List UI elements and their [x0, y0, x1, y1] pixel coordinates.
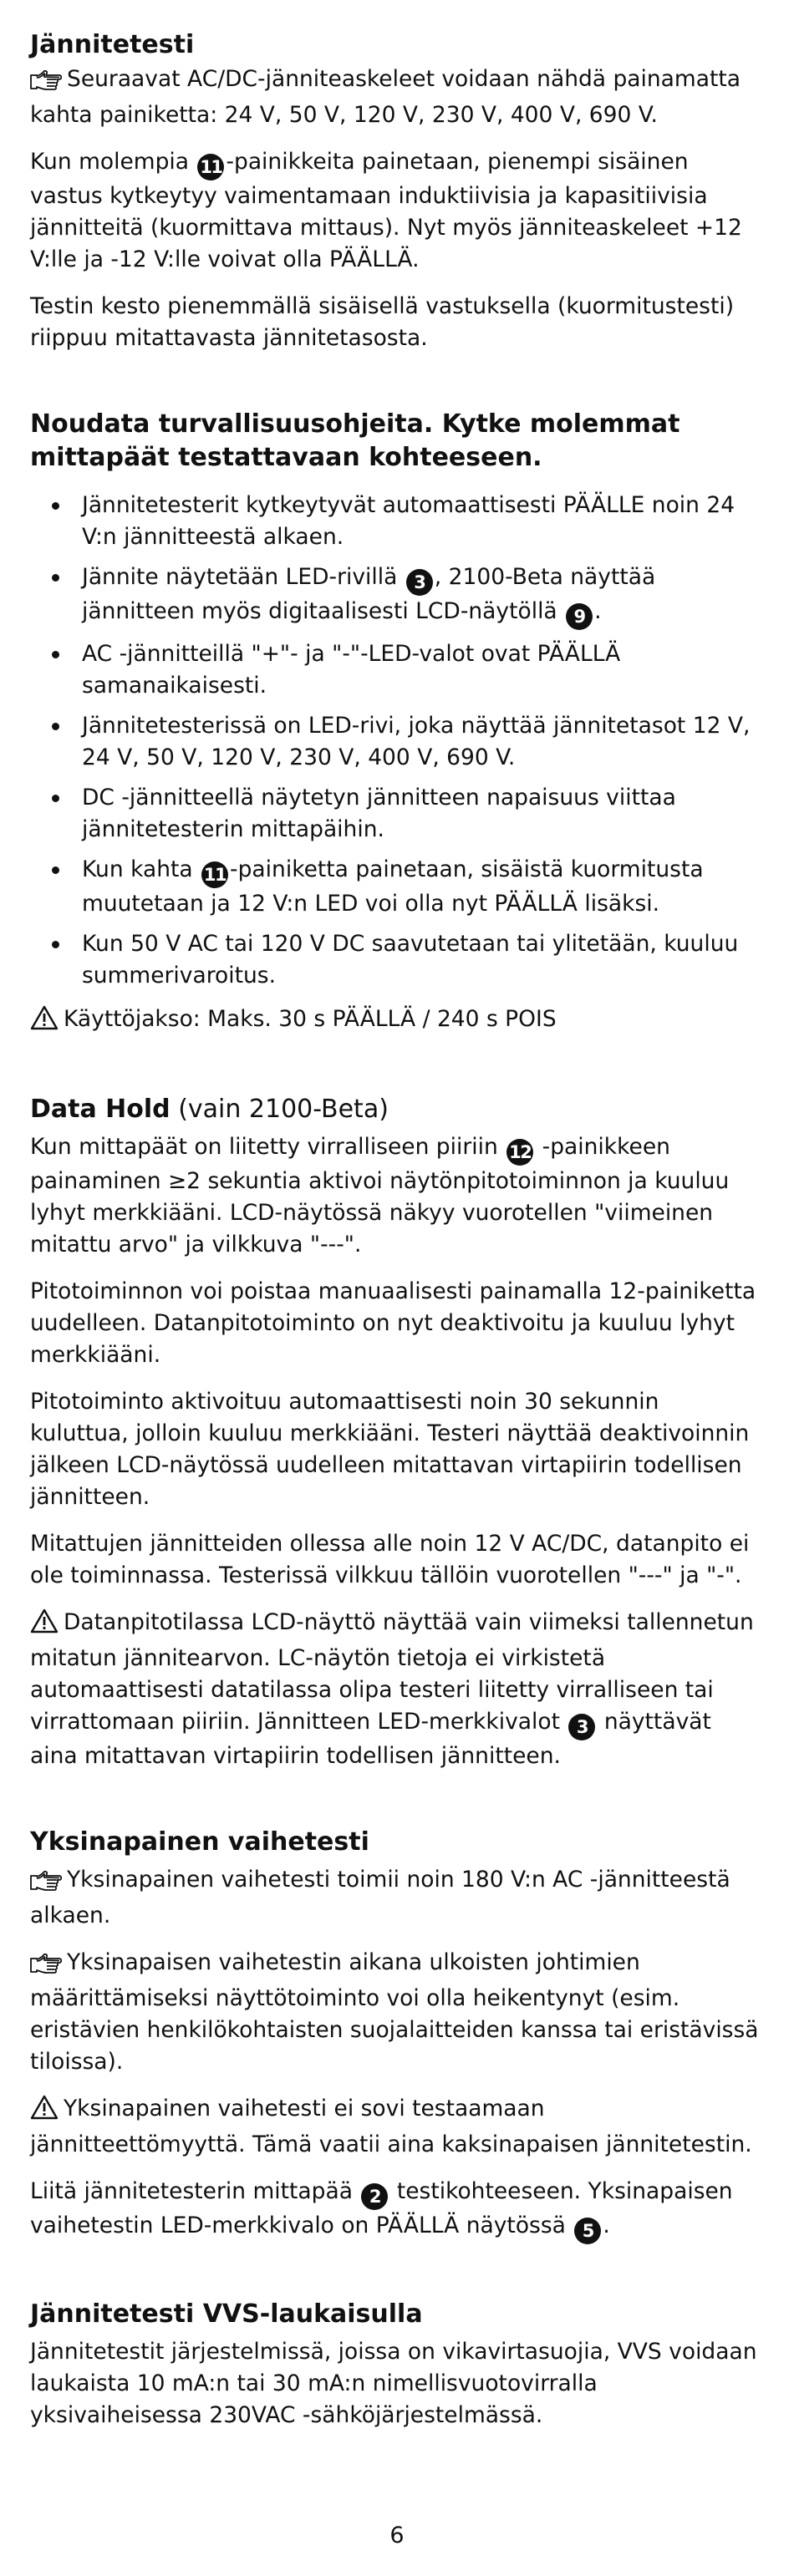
pointing-hand-icon	[30, 68, 62, 99]
list-item: Kun 50 V AC tai 120 V DC saavutetaan tai ylitetään, kuuluu summerivaroitus.	[30, 928, 761, 992]
reference-number-badge: 2	[361, 2183, 388, 2210]
reference-number-badge: 5	[574, 2218, 601, 2244]
warning-paragraph: Datanpitotilassa LCD-näyttö näyttää vain viimeksi tallennetun mitatun jännitearvon. LC-näytön tietoja ei virkistetä automaattisesti datatilassa olipa testeri liitetty virralliseen tai virrattomaan piiriin. Jännitteen LED-merkkivalot 3 näyttävät aina mitattavan virtapiirin todellisen jännitteen.	[30, 1609, 754, 1769]
paragraph: Testin kesto pienemmällä sisäisellä vastuksella (kuormitustesti) riippuu mitattavasta jännitetasosta.	[30, 293, 735, 351]
paragraph: Jännitetestit järjestelmissä, joissa on vikavirtasuojia, VVS voidaan laukaista 10 mA:n tai 30 mA:n nimellisvuotovirralla yksivaiheisessa 230VAC -sähköjärjestelmässä.	[30, 2339, 757, 2428]
section-title-safety: Noudata turvallisuusohjeita. Kytke molemmat mittapäät testattavaan kohteeseen.	[30, 409, 680, 472]
bullet-icon	[52, 795, 59, 802]
bullet-icon	[52, 574, 59, 582]
warning-triangle-icon	[30, 1005, 59, 1039]
list-item: Jännitetesterissä on LED-rivi, joka näyttää jännitetasot 12 V, 24 V, 50 V, 120 V, 230 V, 400 V, 690 V.	[30, 710, 761, 774]
page-number: 6	[389, 2523, 405, 2548]
warning-triangle-icon	[30, 1608, 59, 1643]
list-item: Jännitetesterit kytkeytyvät automaattisesti PÄÄLLE noin 24 V:n jännitteestä alkaen.	[30, 490, 761, 553]
bullet-icon	[52, 941, 59, 948]
bullet-icon	[52, 651, 59, 658]
warning-triangle-icon	[30, 2095, 59, 2129]
paragraph: Pitotoiminnon voi poistaa manuaalisesti painamalla 12-painiketta uudelleen. Datanpitotoiminto on nyt deaktivoitu ja kuuluu lyhyt merkkiääni.	[30, 1278, 756, 1368]
warning-paragraph: Yksinapainen vaihetesti ei sovi testaamaan jännitteettömyyttä. Tämä vaatii aina kaksinapaisen jännitetestin.	[30, 2096, 752, 2157]
bullet-icon	[52, 866, 59, 874]
list-item: AC -jännitteillä "+"- ja "-"-LED-valot ovat PÄÄLLÄ samanaikaisesti.	[30, 638, 761, 702]
paragraph: Pitotoiminto aktivoituu automaattisesti noin 30 sekunnin kuluttua, jolloin kuuluu merkkiääni. Testeri näyttää deaktivoinnin jälkeen LCD-näytössä uudelleen mitattavan virtapiirin todellisen jännitteen.	[30, 1389, 750, 1510]
section-title-voltage-test: Jännitetesti	[30, 30, 195, 59]
note-paragraph: Seuraavat AC/DC-jänniteaskeleet voidaan nähdä painamatta kahta painiketta: 24 V, 50 V, 120 V, 230 V, 400 V, 690 V.	[30, 66, 741, 128]
note-paragraph: Yksinapaisen vaihetestin aikana ulkoisten johtimien määrittämiseksi näyttötoiminto voi olla heikentynyt (esim. eristävien henkilökohtaisten suojalaitteiden kanssa tai eristävissä tiloissa).	[30, 1949, 759, 2075]
bullet-icon	[52, 723, 59, 730]
reference-number-badge: 11	[201, 861, 228, 888]
list-item: Jännite näytetään LED-rivillä 3 , 2100-Beta näyttää jännitteen myös digitaalisesti LCD-näytöllä 9 .	[30, 561, 761, 630]
note-paragraph: Yksinapainen vaihetesti toimii noin 180 V:n AC -jännitteestä alkaen.	[30, 1867, 730, 1928]
list-item: DC -jännitteellä näytetyn jännitteen napaisuus viittaa jännitetesterin mittapäihin.	[30, 782, 761, 846]
paragraph: Kun mittapäät on liitetty virralliseen piiriin 12 -painikkeen painaminen ≥2 sekuntia aktivoi näytönpitotoiminnon ja kuuluu lyhyt merkkiääni. LCD-näytössä näkyy vuorotellen "viimeinen mitattu arvo" ja vilkkuva "---".	[30, 1134, 730, 1258]
pointing-hand-icon	[30, 1868, 62, 1900]
section-title-data-hold: Data Hold (vain 2100-Beta)	[30, 1095, 389, 1124]
list-item: Kun kahta 11 -painiketta painetaan, sisäistä kuormitusta muutetaan ja 12 V:n LED voi olla nyt PÄÄLLÄ lisäksi.	[30, 854, 761, 920]
section-title-rcd-trip: Jännitetesti VVS-laukaisulla	[30, 2299, 423, 2329]
reference-number-badge: 3	[406, 569, 433, 596]
pointing-hand-icon	[30, 1951, 62, 1983]
paragraph: Kun molempia 11 -painikkeita painetaan, pienempi sisäinen vastus kytkeytyy vaimentamaan induktiivisia ja kapasitiivisia jännitteitä (kuormittava mittaus). Nyt myös jänniteaskeleet +12 V:lle ja -12 V:lle voivat olla PÄÄLLÄ.	[30, 149, 742, 272]
reference-number-badge: 3	[568, 1714, 595, 1740]
paragraph: Mitattujen jännitteiden ollessa alle noin 12 V AC/DC, datanpito ei ole toiminnassa. Testerissä vilkkuu tällöin vuorotellen "---" ja "-".	[30, 1531, 750, 1588]
warning-paragraph: Käyttöjakso: Maks. 30 s PÄÄLLÄ / 240 s POIS	[30, 1003, 761, 1039]
paragraph: Liitä jännitetesterin mittapää 2 testikohteeseen. Yksinapaisen vaihetestin LED-merkkivalo on PÄÄLLÄ näytössä 5 .	[30, 2176, 761, 2244]
bullet-list	[30, 490, 761, 992]
reference-number-badge: 11	[197, 154, 224, 180]
section-title-single-pole: Yksinapainen vaihetesti	[30, 1827, 369, 1857]
bullet-icon	[52, 502, 59, 510]
reference-number-badge: 9	[566, 603, 593, 630]
reference-number-badge: 12	[506, 1139, 533, 1166]
